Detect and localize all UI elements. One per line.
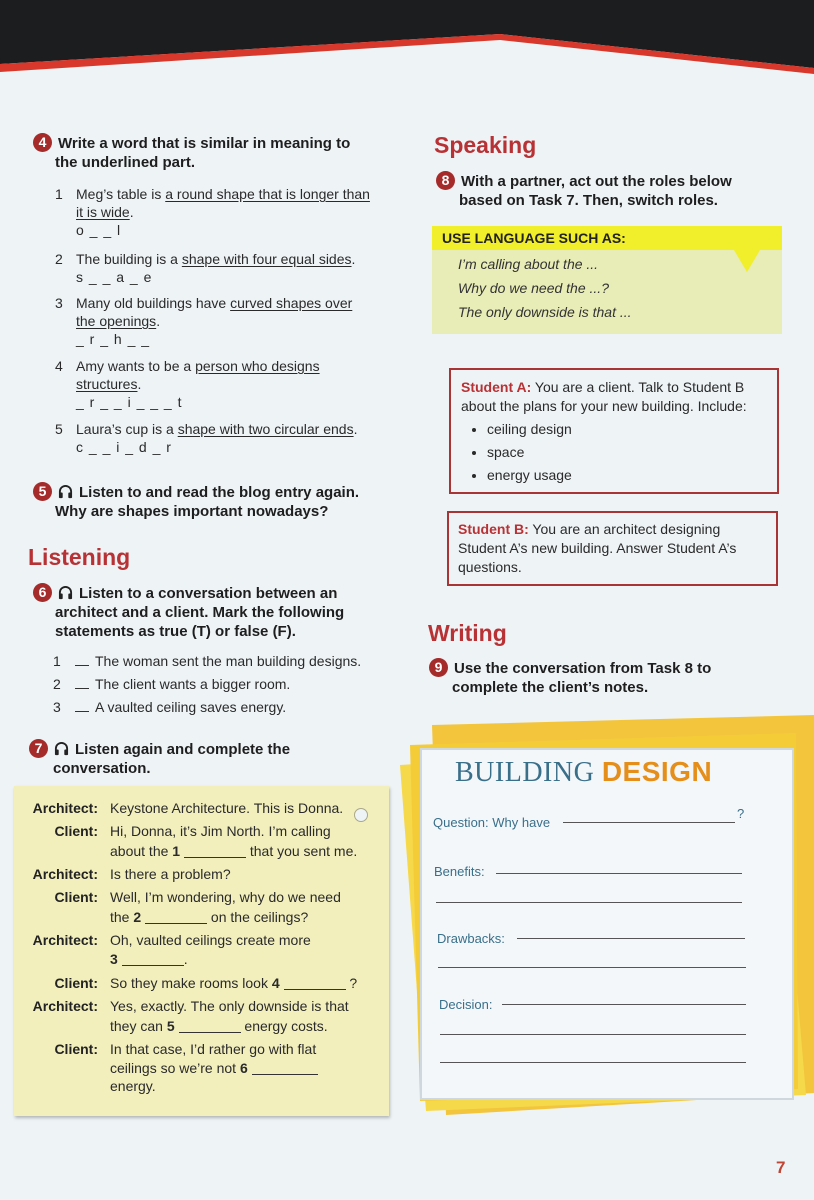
speaker-label: Architect:	[32, 800, 98, 816]
task-5-instruction: 5 Listen to and read the blog entry again. Why are shapes important nowadays?	[33, 482, 403, 521]
dialogue-line: energy.	[110, 1078, 156, 1094]
task-4-item-5: 5 Laura’s cup is a shape with two circular ends. c _ _ i _ d _ r	[55, 420, 395, 456]
building-design-card	[420, 748, 794, 1100]
speaker-label: Architect:	[32, 932, 98, 948]
task-number-badge: 4	[33, 133, 52, 152]
student-a-label: Student A:	[461, 379, 532, 395]
question-mark: ?	[737, 806, 745, 821]
writing-heading: Writing	[428, 620, 507, 646]
word-hint: _ r _ _ i _ _ _ t	[76, 394, 183, 410]
task-number-badge: 6	[33, 583, 52, 602]
headphones-icon	[54, 741, 69, 756]
task-4-instruction: 4 Write a word that is similar in meaning to the underlined part.	[33, 133, 393, 172]
task-number-badge: 9	[429, 658, 448, 677]
tf-answer-blank[interactable]	[75, 655, 89, 666]
tf-item-2: 2 The client wants a bigger room.	[53, 676, 291, 692]
task-9-instruction: 9 Use the conversation from Task 8 to complete the client’s notes.	[429, 658, 789, 697]
answer-gap-2[interactable]	[145, 911, 207, 924]
speaker-label: Client:	[54, 823, 98, 839]
listening-heading: Listening	[28, 544, 131, 570]
tf-item-1: 1 The woman sent the man building designs.	[53, 653, 362, 669]
question-label: Question: Why have	[433, 815, 551, 830]
answer-gap-1[interactable]	[184, 845, 246, 858]
task-7-instruction: 7 Listen again and complete the conversation.	[29, 739, 399, 778]
drawbacks-answer-line-1[interactable]	[517, 938, 745, 939]
question-answer-line[interactable]	[563, 822, 735, 823]
word-hint: _ r _ h _ _	[76, 331, 151, 347]
page-number: 7	[776, 1158, 786, 1177]
bullet-item: • ceiling design	[487, 420, 777, 439]
benefits-label: Benefits:	[434, 864, 485, 879]
drawbacks-answer-line-2[interactable]	[438, 967, 746, 968]
task-8-instruction: 8 With a partner, act out the roles below based on Task 7. Then, switch roles.	[436, 171, 796, 210]
language-box-heading: USE LANGUAGE SUCH AS:	[432, 226, 782, 250]
task-number-badge: 7	[29, 739, 48, 758]
language-phrase: I’m calling about the ...	[458, 256, 599, 272]
speaker-label: Client:	[54, 889, 98, 905]
decision-label: Decision:	[439, 997, 493, 1012]
dialogue-line: Keystone Architecture. This is Donna.	[110, 800, 344, 816]
speaking-heading: Speaking	[434, 132, 537, 158]
headphones-icon	[58, 585, 73, 600]
speaker-label: Client:	[54, 975, 98, 991]
dialogue-line: Oh, vaulted ceilings create more	[110, 932, 311, 948]
headphones-icon	[58, 484, 73, 499]
decision-answer-line-2[interactable]	[440, 1034, 746, 1035]
language-phrase: Why do we need the ...?	[458, 280, 609, 296]
task-number-badge: 8	[436, 171, 455, 190]
benefits-answer-line-1[interactable]	[496, 873, 742, 874]
student-b-label: Student B:	[458, 521, 529, 537]
task-4-item-4: 4 Amy wants to be a person who designs structures. _ r _ _ i _ _ _ t	[55, 357, 395, 411]
speaker-label: Architect:	[32, 866, 98, 882]
speaker-label: Architect:	[32, 998, 98, 1014]
dialogue-line: about the 1 that you sent me.	[110, 843, 358, 859]
answer-gap-4[interactable]	[284, 977, 346, 990]
note-hole	[354, 808, 368, 822]
dialogue-line: In that case, I’d rather go with flat	[110, 1041, 317, 1057]
dialogue-line: 3 .	[110, 951, 188, 967]
tf-item-3: 3 A vaulted ceiling saves energy.	[53, 699, 287, 715]
dialogue-line: Yes, exactly. The only downside is that	[110, 998, 349, 1014]
page-top-band	[0, 0, 814, 80]
dialogue-line: So they make rooms look 4 ?	[110, 975, 358, 991]
dialogue-line: the 2 on the ceilings?	[110, 909, 309, 925]
benefits-answer-line-2[interactable]	[436, 902, 742, 903]
task-4-item-1: 1 Meg’s table is a round shape that is longer than it is wide. o _ _ l	[55, 185, 395, 239]
task-4-item-2: 2 The building is a shape with four equal sides. s _ _ a _ e	[55, 250, 395, 286]
decision-answer-line-3[interactable]	[440, 1062, 746, 1063]
bullet-item: • energy usage	[487, 466, 777, 485]
card-title: BUILDING DESIGN	[455, 756, 713, 788]
word-hint: s _ _ a _ e	[76, 269, 153, 285]
bullet-item: • space	[487, 443, 777, 462]
language-box-pointer	[734, 250, 760, 272]
student-a-bullets	[461, 420, 777, 485]
drawbacks-label: Drawbacks:	[437, 931, 505, 946]
tf-answer-blank[interactable]	[75, 701, 89, 712]
student-a-card: Student A: You are a client. Talk to Student B about the plans for your new building. Include: • ceiling design • space • energy usage	[449, 368, 779, 494]
answer-gap-3[interactable]	[122, 953, 184, 966]
dialogue-line: Well, I’m wondering, why do we need	[110, 889, 341, 905]
language-phrase: The only downside is that ...	[458, 304, 632, 320]
decision-answer-line-1[interactable]	[502, 1004, 746, 1005]
word-hint: c _ _ i _ d _ r	[76, 439, 172, 455]
speaker-label: Client:	[54, 1041, 98, 1057]
answer-gap-5[interactable]	[179, 1020, 241, 1033]
tf-answer-blank[interactable]	[75, 678, 89, 689]
word-hint: o _ _ l	[76, 222, 122, 238]
dialogue-line: they can 5 energy costs.	[110, 1018, 328, 1034]
dialogue-line: Is there a problem?	[110, 866, 231, 882]
dialogue-line: Hi, Donna, it’s Jim North. I’m calling	[110, 823, 331, 839]
dialogue-line: ceilings so we’re not 6	[110, 1060, 318, 1076]
task-4-item-3: 3 Many old buildings have curved shapes over the openings. _ r _ h _ _	[55, 294, 395, 348]
task-number-badge: 5	[33, 482, 52, 501]
task-6-instruction: 6 Listen to a conversation between an architect and a client. Mark the following statements as true (T) or false (F).	[33, 583, 403, 641]
answer-gap-6[interactable]	[252, 1062, 318, 1075]
student-b-card: Student B: You are an architect designing Student A’s new building. Answer Student A’s questions.	[447, 511, 778, 586]
